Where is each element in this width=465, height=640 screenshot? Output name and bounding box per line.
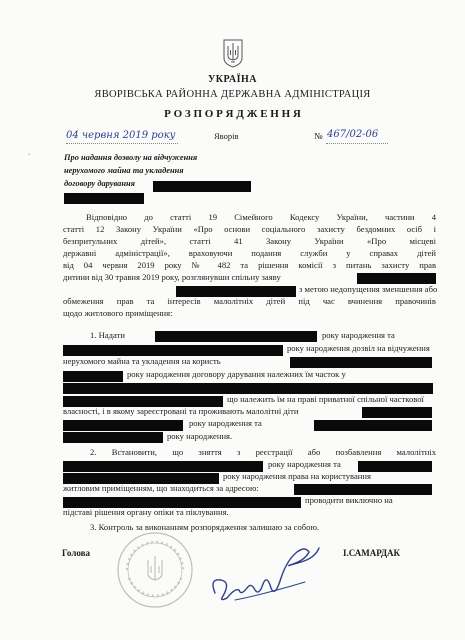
body-line: нерухомого майна та укладення на користь	[63, 356, 221, 366]
body-line: дитини від 30 травня 2019 року, розглянувши спільну заяву	[63, 272, 281, 282]
margin-mark: ‘	[28, 152, 31, 160]
body-line: безпритульних дітей», статті 41 Закону України «Про місцеві	[63, 236, 436, 246]
authority-name: ЯВОРІВСЬКА РАЙОННА ДЕРЖАВНА АДМІНІСТРАЦІЯ	[94, 89, 371, 100]
redaction	[357, 273, 436, 284]
redaction	[314, 420, 432, 431]
redaction	[63, 420, 183, 431]
body-line: року народження договору дарування належних їм часток у	[127, 369, 346, 379]
redaction	[63, 432, 163, 443]
signatory-name: І.САМАРДАК	[343, 548, 401, 558]
body-line: року народження дозвіл на відчуження	[287, 343, 430, 353]
redaction	[155, 331, 317, 342]
coat-of-arms-icon	[222, 38, 244, 68]
body-line: 3. Контроль за виконанням розпорядження залишаю за собою.	[90, 522, 320, 532]
body-line: року народження та	[268, 459, 341, 469]
redaction	[294, 484, 432, 495]
document-date: 04 червня 2019 року	[66, 130, 176, 141]
body-line: року народження та	[322, 330, 395, 340]
subject-line-2: нерухомого майна та укладення	[64, 166, 184, 175]
body-line: 1. Надати	[90, 330, 125, 340]
body-line: року народження права на користування	[223, 471, 371, 481]
subject-line-1: Про надання дозволу на відчуження	[64, 153, 198, 162]
date-underline	[66, 143, 178, 144]
document-place: Яворів	[214, 131, 239, 141]
redaction	[362, 407, 432, 418]
number-underline	[326, 143, 388, 144]
body-line: проводити виключно на	[305, 495, 393, 505]
body-line: року народження та	[189, 418, 262, 428]
body-line: житловим приміщенням, що знаходиться за адресою:	[63, 483, 259, 493]
body-line: щодо житлового приміщення:	[63, 308, 173, 318]
body-line: року народження.	[167, 431, 233, 441]
country-name: УКРАЇНА	[207, 74, 258, 85]
body-line: від 04 червня 2019 року № 482 та рішення комісії з питань захисту прав	[63, 260, 436, 270]
body-line: статті 12 Закону України «Про основи соціального захисту бездомних осіб і	[63, 224, 436, 234]
body-line: що належить їм на праві приватної спільної часткової	[227, 394, 424, 404]
number-prefix: №	[314, 131, 323, 141]
body-line: власності, і в якому зареєстровані та проживають малолітні діти	[63, 406, 299, 416]
redaction	[64, 193, 144, 204]
body-line: державні адміністрації», враховуючи подання служби у справах дітей	[63, 248, 436, 258]
body-line: Відповідно до статті 19 Сімейного Кодексу України, частини 4	[86, 212, 436, 222]
body-line: підставі рішення органу опіки та піклування.	[63, 507, 229, 517]
official-stamp-icon	[115, 530, 195, 610]
document-number: 467/02-06	[327, 129, 379, 140]
redaction	[63, 371, 123, 382]
redaction	[63, 345, 283, 356]
signatory-role: Голова	[62, 548, 91, 558]
redaction	[290, 357, 432, 368]
redaction	[63, 383, 433, 394]
body-line: 2. Встановити, що зняття з реєстрації або позбавлення малолітніх	[90, 447, 436, 457]
document-type: Р О З П О Р Я Д Ж Е Н Н Я	[164, 108, 301, 120]
handwritten-signature-icon	[205, 538, 325, 608]
redaction	[153, 181, 251, 192]
body-line: з метою недопущення зменшення або	[299, 284, 438, 294]
body-line: обмеження прав та інтересів малолітніх дітей під час вчинення правочинів	[63, 296, 436, 306]
subject-line-3: договору дарування	[64, 179, 135, 188]
